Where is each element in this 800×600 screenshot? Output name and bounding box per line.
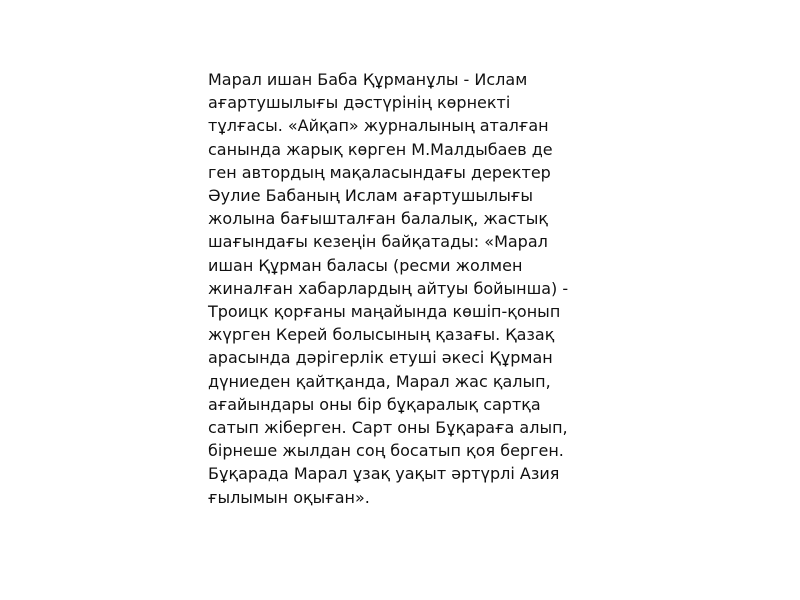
body-paragraph: [208, 68, 608, 509]
paragraph-line: шағындағы кезеңін байқатады: «Марал: [208, 232, 548, 252]
paragraph-line: Әулие Бабаның Ислам ағартушылығы: [208, 186, 533, 206]
paragraph-line: ағайындары оны бір бұқаралық сартқа: [208, 394, 541, 414]
paragraph-line: ишан Құрман баласы (ресми жолмен: [208, 255, 523, 275]
paragraph-line: жүрген Керей болысының қазағы. Қазақ: [208, 325, 555, 345]
paragraph-line: жолына бағышталған балалық, жастық: [208, 209, 548, 229]
paragraph-line: Марал ишан Баба Құрманұлы - Ислам: [208, 70, 528, 89]
paragraph-line: санында жарық көрген М.Малдыбаев де: [208, 139, 553, 159]
paragraph-line: арасында дәрігерлік етуші әкесі Құрман: [208, 348, 553, 368]
paragraph-line: сатып жіберген. Сарт оны Бұқараға алып,: [208, 418, 568, 438]
paragraph-line: жиналған хабарлардың айтуы бойынша) -: [208, 278, 569, 298]
paragraph-line: ғылымын оқыған».: [208, 487, 370, 507]
paragraph-line: ағартушылығы дәстүрінің көрнекті: [208, 93, 511, 113]
paragraph-line: тұлғасы. «Айқап» журналының аталған: [208, 116, 549, 136]
paragraph-line: Бұқарада Марал ұзақ уақыт әртүрлі Азия: [208, 464, 560, 484]
paragraph-line: Троицк қорғаны маңайында көшіп-қонып: [208, 302, 561, 322]
paragraph-line: ген автордың мақаласындағы деректер: [208, 162, 551, 182]
paragraph-line: дүниеден қайтқанда, Марал жас қалып,: [208, 371, 551, 391]
paragraph-line: бірнеше жылдан соң босатып қоя берген.: [208, 441, 564, 461]
